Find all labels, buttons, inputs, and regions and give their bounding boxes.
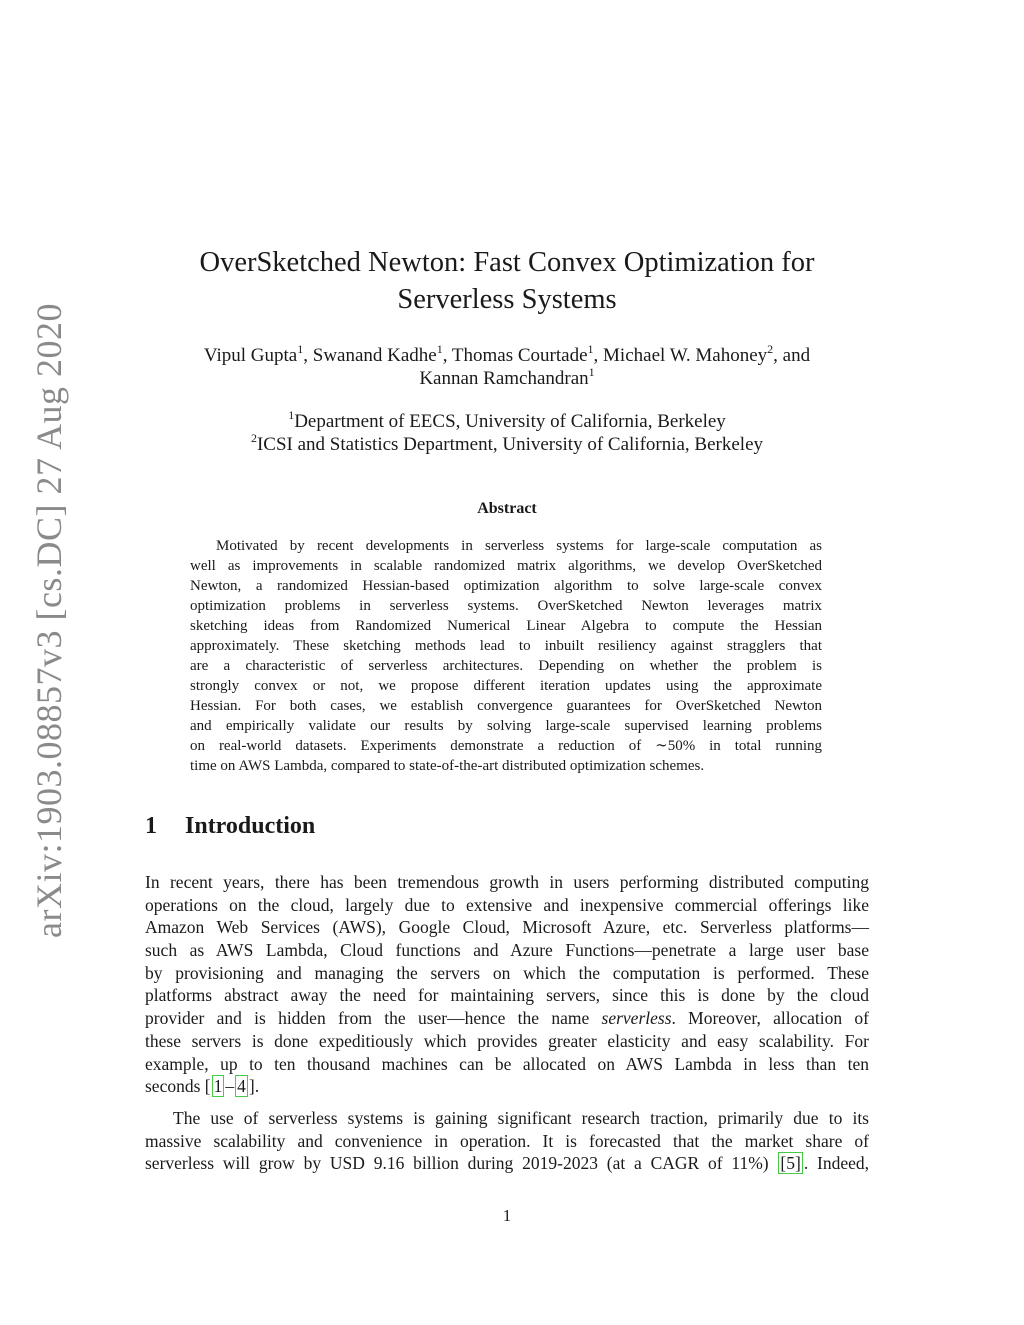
paragraph-line [145,1007,869,1030]
paragraph-line: Amazon Web Services (AWS), Google Cloud, Microsoft Azure, etc. Serverless platforms— [145,917,869,938]
citation-dash: – [225,1076,235,1097]
affiliation-1 [0,407,1014,433]
author-line-2 [0,364,1014,390]
affiliation-mark: 2 [250,430,257,445]
abstract-line: approximately. These sketching methods lead to inbuilt resiliency against stragglers that [190,638,822,654]
abstract-line: and empirically validate our results by solving large-scale supervised learning problems [190,718,822,734]
paper-title [0,244,1014,318]
author-affiliation-mark: 2 [767,341,774,356]
author-affiliation-mark: 1 [587,341,594,356]
section-heading-introduction [145,813,315,840]
affiliation-2 [0,430,1014,456]
affiliation-list [0,407,1014,456]
author-list [0,341,1014,390]
abstract-line: are a characteristic of serverless architectures. Depending on whether the problem is [190,658,822,674]
author-affiliation-mark: 1 [436,341,443,356]
abstract-line: well as improvements in scalable randomized matrix algorithms, we develop OverSketched [190,558,822,574]
text-run: . [254,1076,260,1097]
title-line-1: OverSketched Newton: Fast Convex Optimization for [199,247,815,278]
paragraph-line: these servers is done expeditiously which provides greater elasticity and easy scalability. For [145,1030,869,1051]
paragraph-line: such as AWS Lambda, Cloud functions and Azure Functions—penetrate a large user base [145,940,869,961]
arxiv-identifier: arXiv:1903.08857v3 [cs.DC] 27 Aug 2020 [29,303,69,938]
abstract-line: on real-world datasets. Experiments demonstrate a reduction of ∼50% in total running [190,738,822,754]
author-affiliation-mark: 1 [588,364,595,379]
paragraph-line: massive scalability and convenience in operation. It is forecasted that the market share of [145,1130,869,1151]
section-title: Introduction [185,813,316,839]
affiliation-text: ICSI and Statistics Department, University of California, Berkeley [256,434,764,455]
author-name: Thomas Courtade [451,345,588,366]
section-number: 1 [145,813,157,839]
title-line-2: Serverless Systems [397,284,617,315]
text-run: serverless will grow by USD 9.16 billion during 2019-2023 (at a CAGR of 11%) [145,1153,778,1174]
citation-link[interactable]: 4 [237,1076,246,1097]
text-run: . Moreover, allocation of [671,1008,869,1029]
citation-bracket: ] [248,1076,255,1097]
author-name: Swanand Kadhe [312,345,437,366]
paragraph-line: operations on the cloud, largely due to extensive and inexpensive commercial offerings like [145,894,869,915]
paragraph-line: platforms abstract away the need for maintaining servers, since this is done by the cloud [145,985,869,1006]
affiliation-text: Department of EECS, University of California, Berkeley [294,411,726,432]
citation-link[interactable]: 1 [213,1076,223,1097]
text-run: . Indeed, [803,1153,869,1174]
abstract-line: Hessian. For both cases, we establish convergence guarantees for OverSketched Newton [190,698,822,714]
abstract-line: Newton, a randomized Hessian-based optimization algorithm to solve large-scale convex [190,578,822,594]
paragraph-line: by provisioning and managing the servers on which the computation is performed. These [145,962,869,983]
abstract-line: Motivated by recent developments in serverless systems for large-scale computation as [216,538,822,554]
author-name: Kannan Ramchandran [419,368,589,389]
author-affiliation-mark: 1 [297,341,304,356]
page-number: 1 [502,1206,512,1225]
abstract-line: sketching ideas from Randomized Numerical Linear Algebra to compute the Hessian [190,618,822,634]
citation-link[interactable]: [5] [780,1153,801,1174]
author-conjunction: , and [773,345,811,366]
affiliation-mark: 1 [288,407,295,422]
citation-bracket: [ [204,1076,211,1097]
abstract-line: optimization problems in serverless systems. OverSketched Newton leverages matrix [190,598,822,614]
abstract-line: time on AWS Lambda, compared to state-of-the-art distributed optimization schemes. [190,758,705,774]
intro-paragraph-2 [145,1107,869,1175]
intro-paragraph-1 [145,871,869,1098]
author-line-1: Vipul Gupta$^1$, Swanand Kadhe$^1$, Thomas Courtade$^1$, Michael W. Mahoney$^2$, and [203,341,811,366]
paragraph-line: The use of serverless systems is gaining significant research traction, primarily due to its [173,1108,869,1128]
emphasized-term: serverless [601,1008,672,1029]
paragraph-line: example, up to ten thousand machines can be allocated on AWS Lambda in less than ten [145,1053,869,1074]
author-name: Michael W. Mahoney [603,345,768,366]
abstract-heading: Abstract [477,500,537,517]
paragraph-line [145,1152,869,1175]
abstract-line: strongly convex or not, we propose different iteration updates using the approximate [190,678,822,694]
text-run: seconds [145,1076,205,1097]
text-run: provider and is hidden from the user—hence the name [145,1008,602,1029]
paragraph-line [145,1075,869,1098]
abstract-body [190,536,822,776]
paragraph-line: In recent years, there has been tremendous growth in users performing distributed computing [145,872,869,892]
author-name: Vipul Gupta [203,345,298,366]
